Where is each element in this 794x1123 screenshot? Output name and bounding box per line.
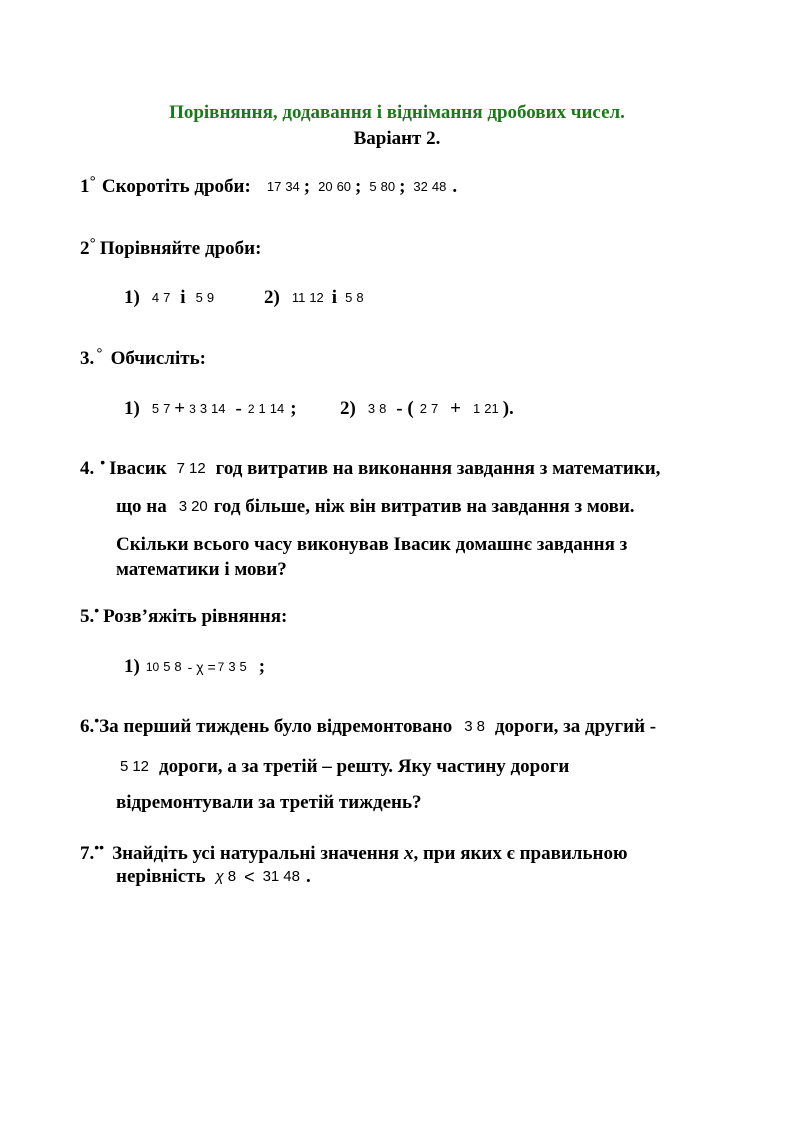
q5-number: 5. [80, 606, 95, 627]
q2-part-a [124, 287, 218, 309]
q3-a-fraction-2: 3 14 [199, 401, 226, 417]
q2-mark: ° [89, 236, 96, 253]
variant-label: Варіант 2. [353, 128, 441, 149]
q3-a-fraction-3: 1 14 [258, 401, 285, 417]
q1-end: . [452, 176, 458, 197]
q4-text-5: Скільки всього часу виконував Івасик домашнє завдання з [116, 534, 628, 555]
q6-text-3: дороги, а за третій – решту. Яку частину дороги [159, 756, 570, 777]
q5-fraction-1: 5 8 [163, 659, 182, 675]
q3-number: 3. [80, 348, 95, 369]
q4-text-6: математики і мови? [116, 559, 287, 580]
q5-mark: • [94, 602, 100, 618]
q3-b-plus: + [450, 398, 461, 419]
q3-b-fraction-3: 1 21 [473, 401, 499, 417]
q4-text-1: Івасик [109, 458, 167, 479]
question-1 [80, 176, 457, 198]
q3-text: Обчисліть: [110, 348, 206, 369]
q3-mark: ° [96, 346, 103, 363]
q5-text: Розв’яжіть рівняння: [103, 606, 288, 627]
q3-part-b [340, 398, 514, 420]
question-4-line-2 [116, 496, 635, 518]
q1-fraction-1: 17 34 [266, 179, 300, 195]
q6-number: 6. [80, 716, 95, 737]
q7-fraction-1: χ 8 [215, 868, 237, 886]
question-4-line-4 [116, 559, 287, 581]
q2-a-fraction-2: 5 9 [195, 290, 215, 306]
q1-sep-1: ; [303, 176, 311, 197]
q5-minus-x: - χ = [187, 659, 216, 675]
q2-text: Порівняйте дроби: [99, 238, 262, 259]
q2-b-fraction-2: 5 8 [345, 290, 364, 306]
q7-end: . [305, 866, 311, 887]
q7-text-2: , при яких є правильною [413, 843, 628, 864]
question-3 [80, 348, 206, 370]
q2-part-b [264, 287, 368, 309]
q7-mark: •• [94, 839, 105, 855]
q2-a-fraction-1: 4 7 [151, 290, 171, 306]
q1-mark: ° [89, 174, 96, 191]
q5-whole-2: 7 [217, 660, 225, 674]
question-6-line-1 [80, 712, 657, 738]
worksheet-title: Порівняння, додавання і віднімання дробових чисел. [169, 102, 625, 123]
q4-text-2: год витратив на виконання завдання з математики, [215, 458, 661, 479]
q7-text-3: нерівність [116, 866, 206, 887]
q1-fraction-3: 5 80 [369, 179, 396, 195]
q7-variable: x [403, 843, 414, 864]
q3-a-whole-3: 2 [247, 402, 255, 416]
question-2 [80, 238, 261, 260]
q3-a-label: 1) [124, 398, 140, 419]
q2-a-and: і [180, 287, 186, 308]
q3-a-whole-2: 3 [189, 402, 196, 416]
q3-a-end: ; [290, 398, 297, 419]
question-7-line-2 [116, 866, 311, 888]
q5-equation [124, 656, 265, 678]
q3-b-fraction-1: 3 8 [367, 401, 387, 417]
q7-less-than: < [244, 866, 255, 887]
question-4-line-1 [80, 454, 661, 480]
question-6-line-3 [116, 792, 422, 814]
q1-sep-2: ; [355, 176, 362, 197]
q2-number: 2 [80, 238, 90, 259]
q2-b-fraction-1: 11 12 [291, 290, 324, 306]
q1-sep-3: ; [399, 176, 406, 197]
q5-label: 1) [124, 656, 140, 677]
q4-fraction-2: 3 20 [178, 498, 208, 516]
q3-b-label: 2) [340, 398, 356, 419]
question-4-line-3 [116, 534, 627, 556]
q4-mark: • [100, 454, 106, 470]
q1-text: Скоротіть дроби: [101, 176, 251, 197]
q6-fraction-1: 3 8 [464, 718, 485, 736]
q5-whole-1: 10 [145, 660, 160, 674]
q7-text-1: Знайдіть усі натуральні значення [112, 843, 399, 864]
question-7-line-1 [80, 839, 628, 865]
q3-a-plus: + [174, 398, 186, 419]
q2-a-label: 1) [124, 287, 140, 308]
q6-mark: • [94, 712, 100, 728]
q6-text-2: дороги, за другий - [494, 716, 657, 737]
q6-fraction-2: 5 12 [120, 758, 150, 776]
q3-b-fraction-2: 2 7 [419, 401, 439, 417]
q3-b-close: ). [502, 398, 514, 419]
q4-text-4: год більше, ніж він витратив на завдання з мови. [213, 496, 635, 517]
q3-b-minus-open: - ( [396, 398, 414, 419]
q3-a-fraction-1: 5 7 [151, 401, 171, 417]
q4-fraction-1: 7 12 [176, 460, 206, 478]
q2-b-and: і [331, 287, 338, 308]
q5-end: ; [258, 656, 266, 677]
question-6-line-2 [116, 756, 569, 778]
q2-b-label: 2) [264, 287, 280, 308]
question-5 [80, 602, 288, 628]
q1-number: 1 [80, 176, 90, 197]
q7-number: 7. [80, 843, 95, 864]
q7-fraction-2: 31 48 [262, 868, 300, 886]
q1-fraction-2: 20 60 [318, 179, 352, 195]
q6-text-1: За перший тиждень було відремонтовано [99, 716, 453, 737]
q5-fraction-2: 3 5 [228, 659, 247, 675]
q3-a-minus: - [235, 398, 242, 419]
q4-text-3: що на [116, 496, 167, 517]
q4-number: 4. [80, 458, 95, 479]
q3-part-a [124, 398, 297, 420]
q6-text-4: відремонтували за третій тиждень? [116, 792, 422, 813]
q1-fraction-4: 32 48 [413, 179, 447, 195]
